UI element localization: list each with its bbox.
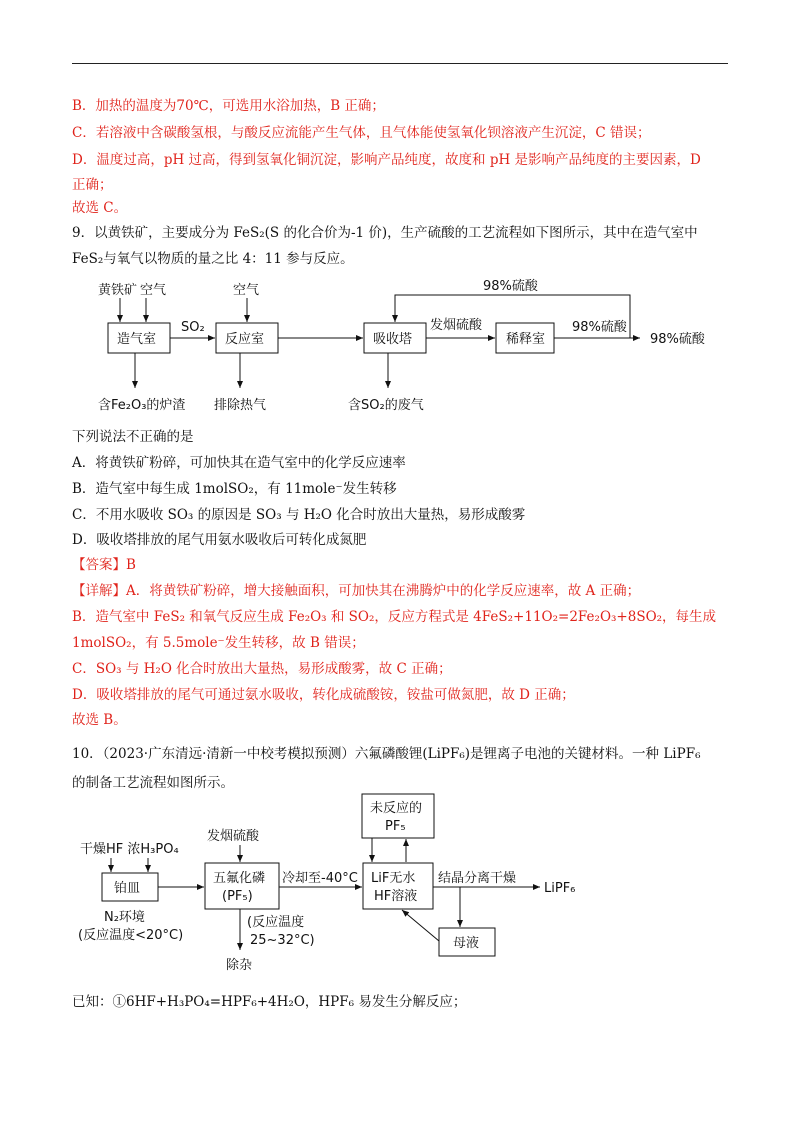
q9-detail-b: B．造气室中 FeS₂ 和氧气反应生成 Fe₂O₃ 和 SO₂，反应方程式是 4FeS₂+11O₂=2Fe₂O₃+8SO₂，每生成 [72,609,717,625]
label-98-mid: 98%硫酸 [572,320,627,335]
q9-answer: 【答案】B [72,557,136,573]
q9-option-a: A．将黄铁矿粉碎，可加快其在造气室中的化学反应速率 [72,455,406,471]
box-mother-liquor-label: 母液 [453,936,480,951]
label-q10-inputs: 干燥HF 浓H₃PO₄ [80,842,179,857]
label-98-out: 98%硫酸 [650,332,705,347]
prev-conclusion: 故选 C。 [72,200,128,216]
box4-label: 稀释室 [506,332,546,347]
label-98-top: 98%硫酸 [483,279,538,294]
label-temp-25-32-1: (反应温度 [247,915,305,930]
q9-conclusion: 故选 B。 [72,712,127,728]
label-fuming-acid: 发烟硫酸 [430,318,483,333]
box-pf5-label-1: 五氟化磷 [213,871,266,886]
box-unreacted-label-1: 未反应的 [370,801,423,816]
box-platinum-label: 铂皿 [114,881,141,896]
q9-stem-cont: FeS₂与氧气以物质的量之比 4：11 参与反应。 [72,251,354,267]
box-lif-label-1: LiF无水 [371,871,416,886]
q9-option-d: D．吸收塔排放的尾气用氨水吸收后可转化成氮肥 [72,532,367,548]
q9-detail-a: 【详解】A．将黄铁矿粉碎，增大接触面积，可加快其在沸腾炉中的化学反应速率，故 A 正确； [72,583,641,599]
q9-option-c: C．不用水吸收 SO₃ 的原因是 SO₃ 与 H₂O 化合时放出大量热，易形成酸雾 [72,507,526,523]
box3-label: 吸收塔 [373,332,413,347]
label-so2: SO₂ [181,320,205,335]
q9-question: 下列说法不正确的是 [72,429,194,445]
q9-detail-b-cont: 1molSO₂，有 5.5mole⁻发生转移，故 B 错误； [72,635,365,651]
label-n2-env: N₂环境 [104,910,145,925]
label-crystallize: 结晶分离干燥 [438,871,517,886]
q10-known: 已知：①6HF+H₃PO₄=HPF₆+4H₂O，HPF₆ 易发生分解反应； [72,994,467,1010]
label-hot-gas: 排除热气 [214,398,267,413]
prev-analysis-b: B．加热的温度为70℃，可选用水浴加热，B 正确； [72,98,385,114]
label-q10-fuming: 发烟硫酸 [207,829,260,844]
label-pyrite: 黄铁矿 [98,283,138,298]
label-temp-20: (反应温度<20°C) [78,928,184,943]
label-slag: 含Fe₂O₃的炉渣 [98,398,186,413]
box-lif-label-2: HF溶液 [374,889,418,904]
box-unreacted-label-2: PF₅ [385,819,406,834]
q9-stem: 9．以黄铁矿，主要成分为 FeS₂(S 的化合价为-1 价)，生产硫酸的工艺流程如下图所示，其中在造气室中 [72,225,698,241]
box-pf5-label-2: (PF₅) [222,889,253,904]
q9-option-b: B．造气室中每生成 1molSO₂，有 11mole⁻发生转移 [72,481,397,497]
label-lipf6-product: LiPF₆ [544,881,576,896]
label-air-2: 空气 [233,283,260,298]
box2-label: 反应室 [225,332,265,347]
q10-stem: 10．（2023·广东清远·清新一中校考模拟预测）六氟磷酸锂(LiPF₆)是锂离子电池的关键材料。一种 LiPF₆ [72,746,701,762]
label-waste-gas: 含SO₂的废气 [348,398,424,413]
label-remove-impurity: 除杂 [226,958,253,973]
label-air-1: 空气 [140,283,167,298]
box1-label: 造气室 [117,332,157,347]
label-temp-25-32-2: 25~32°C) [250,933,315,948]
q9-detail-d: D．吸收塔排放的尾气可通过氨水吸收，转化成硫酸铵，铵盐可做氮肥，故 D 正确； [72,687,575,703]
q9-detail-c: C．SO₃ 与 H₂O 化合时放出大量热，易形成酸雾，故 C 正确； [72,661,452,677]
prev-analysis-d-cont: 正确； [72,177,113,193]
label-cool-40: 冷却至-40°C [282,871,358,886]
q10-stem-cont: 的制备工艺流程如图所示。 [72,775,234,791]
prev-analysis-d: D．温度过高，pH 过高，得到氢氧化铜沉淀，影响产品纯度，故度和 pH 是影响产品纯度的主要因素，D [72,152,701,168]
prev-analysis-c: C．若溶液中含碳酸氢根，与酸反应流能产生气体，且气体能使氢氧化钡溶液产生沉淀，C 错误； [72,125,651,141]
